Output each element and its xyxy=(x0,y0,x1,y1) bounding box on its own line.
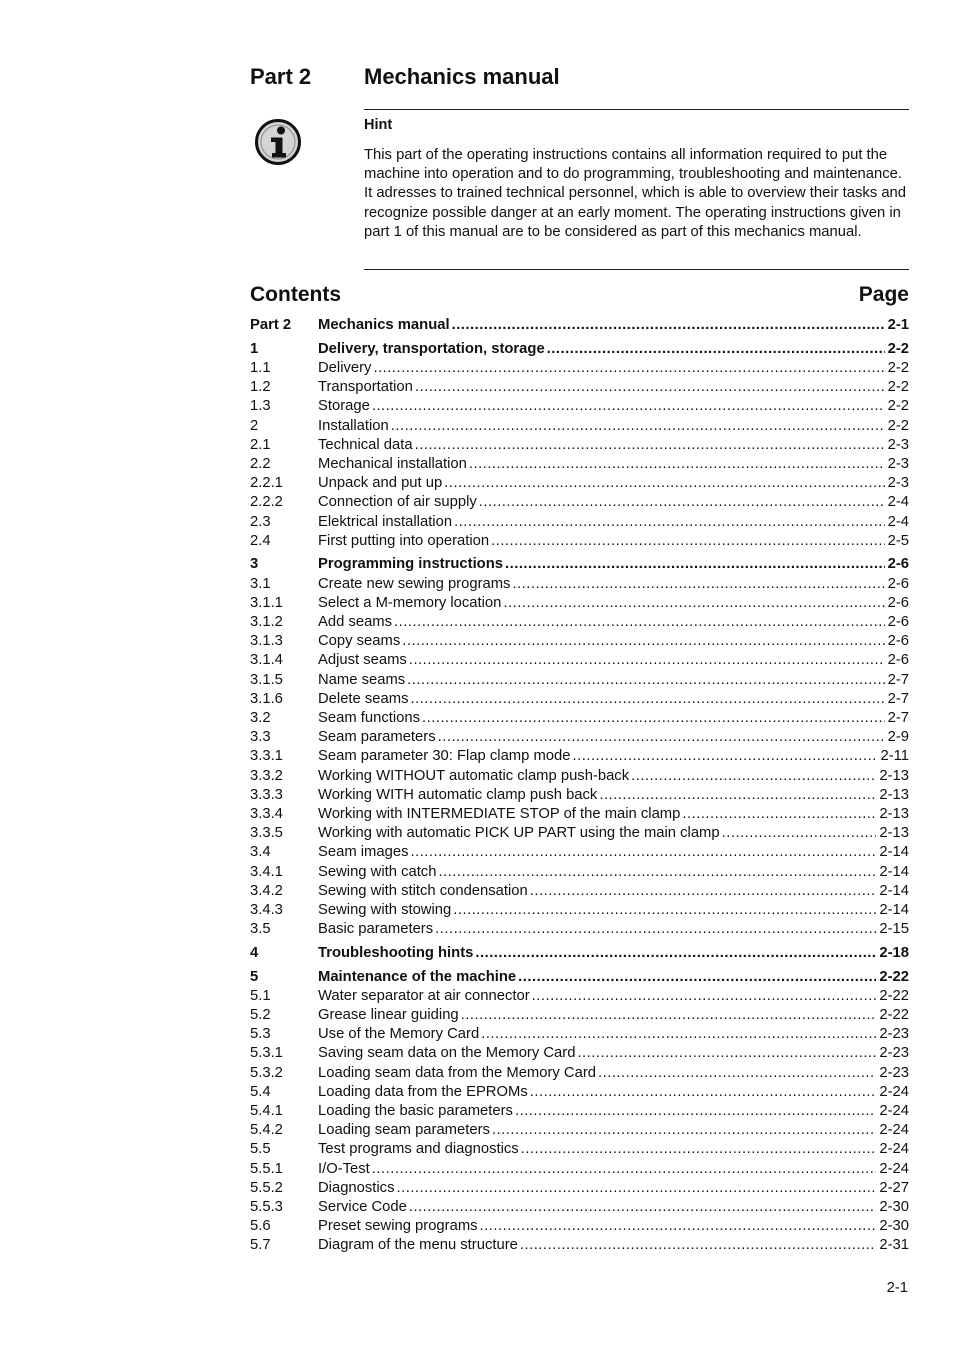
toc-number: 5.5.2 xyxy=(250,1179,283,1196)
toc-page: 2-7 xyxy=(887,690,909,707)
toc-page: 2-24 xyxy=(879,1083,909,1100)
toc-number: 5.2 xyxy=(250,1007,271,1023)
toc-entry xyxy=(318,417,909,436)
toc-number: 5.5.1 xyxy=(250,1160,283,1177)
toc-title: Seam functions xyxy=(318,710,420,726)
toc-leader xyxy=(410,690,884,709)
toc-title: Loading seam parameters xyxy=(318,1122,490,1139)
toc-row xyxy=(250,1064,909,1083)
toc-leader xyxy=(722,824,877,843)
toc-entry xyxy=(318,493,909,512)
toc-entry xyxy=(318,843,909,862)
toc-row xyxy=(250,805,909,824)
toc-page: 2-5 xyxy=(887,532,909,549)
toc-number: 1.2 xyxy=(250,379,271,396)
toc-title: Maintenance of the machine xyxy=(318,968,517,985)
toc-title: Loading the basic parameters xyxy=(318,1103,513,1119)
toc-number: 3 xyxy=(250,556,259,573)
toc-entry xyxy=(318,1160,909,1179)
toc-page: 2-18 xyxy=(879,944,909,961)
toc-row xyxy=(250,316,909,335)
toc-title: Programming instructions xyxy=(318,556,503,573)
toc-entry xyxy=(318,690,909,709)
toc-leader xyxy=(409,1198,877,1217)
toc-row xyxy=(250,968,909,987)
toc-entry xyxy=(318,805,909,824)
toc-title: Water separator at air connector xyxy=(318,987,530,1004)
toc-page: 2-13 xyxy=(879,825,909,842)
toc-entry xyxy=(318,1217,909,1236)
toc-row xyxy=(250,944,909,963)
toc-number: 2.4 xyxy=(250,532,271,549)
toc-entry xyxy=(318,455,909,474)
toc-title: Delivery, transportation, storage xyxy=(318,340,545,357)
toc-title: Loading seam data from the Memory Card xyxy=(318,1064,596,1081)
toc-page: 2-3 xyxy=(887,455,909,472)
toc-leader xyxy=(530,882,877,901)
toc-number: 3.1.1 xyxy=(250,594,283,611)
toc-entry xyxy=(318,709,909,728)
toc-title: Sewing with catch xyxy=(318,863,437,880)
toc-page: 2-6 xyxy=(887,614,909,630)
toc-row xyxy=(250,747,909,766)
toc-title: Technical data xyxy=(318,436,413,453)
toc-page: 2-4 xyxy=(887,494,909,511)
toc-leader xyxy=(469,455,885,474)
toc-row xyxy=(250,613,909,632)
toc-row xyxy=(250,1198,909,1217)
toc-row xyxy=(250,824,909,843)
toc-leader xyxy=(422,709,885,728)
page-number: 2-1 xyxy=(886,1280,908,1296)
toc-leader xyxy=(438,863,876,882)
toc-row xyxy=(250,1083,909,1102)
toc-entry xyxy=(318,555,909,574)
toc-title: Delivery xyxy=(318,359,372,376)
toc-page: 2-13 xyxy=(879,786,909,803)
page-heading: Page xyxy=(858,283,909,306)
toc-leader xyxy=(491,532,885,551)
toc-leader xyxy=(391,417,885,436)
hint-text: This part of the operating instructions contains all information required to put the machine into operation and to do programming, troubleshooting and maintenance. It adresses to trained technical personnel, which is able to overview their tasks and recognize possible danger at an early moment. The operating instructions given in part 1 of this manual are to be considered as part of this mechanics manual. xyxy=(364,147,907,240)
toc-page: 2-30 xyxy=(879,1199,909,1215)
toc-entry xyxy=(318,968,909,987)
toc-page: 2-7 xyxy=(887,671,909,688)
toc-row xyxy=(250,1121,909,1140)
toc-row xyxy=(250,709,909,728)
toc-row xyxy=(250,690,909,709)
toc-number: 2.2.2 xyxy=(250,494,283,511)
toc-entry xyxy=(318,747,909,766)
toc-number: 5.1 xyxy=(250,987,271,1004)
toc-row xyxy=(250,340,909,359)
toc-row xyxy=(250,728,909,747)
toc-number: 2.3 xyxy=(250,513,271,530)
info-icon xyxy=(254,118,302,166)
toc-number: 2 xyxy=(250,417,259,434)
toc-row xyxy=(250,920,909,939)
toc-entry xyxy=(318,901,909,920)
toc-leader xyxy=(573,747,878,766)
toc-row xyxy=(250,786,909,805)
toc-leader xyxy=(492,1121,876,1140)
toc-title: Seam images xyxy=(318,844,409,861)
toc-leader xyxy=(372,397,885,416)
toc-leader xyxy=(631,767,876,786)
toc-page: 2-2 xyxy=(887,417,909,434)
toc-leader xyxy=(530,1083,877,1102)
toc-number: 5.5 xyxy=(250,1141,271,1158)
toc-entry xyxy=(318,786,909,805)
toc-row xyxy=(250,455,909,474)
toc-row xyxy=(250,651,909,670)
toc-title: Elektrical installation xyxy=(318,513,453,530)
toc-row xyxy=(250,417,909,436)
toc-row xyxy=(250,1140,909,1159)
toc-row xyxy=(250,378,909,397)
toc-row xyxy=(250,1006,909,1025)
toc-entry xyxy=(318,824,909,843)
toc-number: 3.3.3 xyxy=(250,786,283,803)
toc-page: 2-15 xyxy=(879,921,909,938)
toc-number: 3.1.6 xyxy=(250,690,283,707)
toc-number: 3.1 xyxy=(250,575,271,592)
toc-leader xyxy=(407,671,884,690)
toc-number: 2.1 xyxy=(250,436,271,453)
toc-row xyxy=(250,359,909,378)
toc-number: 3.1.5 xyxy=(250,671,283,688)
toc-title: Grease linear guiding xyxy=(318,1007,459,1023)
toc-number: 3.3.1 xyxy=(250,748,283,765)
toc-title: Seam parameters xyxy=(318,729,436,746)
toc-page: 2-11 xyxy=(880,748,909,765)
toc-page: 2-3 xyxy=(887,436,909,453)
toc-title: Storage xyxy=(318,398,370,415)
toc-title: Connection of air supply xyxy=(318,494,477,511)
toc-leader xyxy=(438,728,885,747)
toc-leader xyxy=(373,359,884,378)
toc-page: 2-22 xyxy=(879,987,909,1004)
toc-entry xyxy=(318,863,909,882)
toc-entry xyxy=(318,651,909,670)
toc-page: 2-14 xyxy=(879,902,909,918)
toc-entry xyxy=(318,316,909,335)
toc-title: Working with automatic PICK UP PART using the main clamp xyxy=(318,825,720,842)
toc-page: 2-31 xyxy=(879,1237,909,1254)
toc-number: 5.3 xyxy=(250,1026,271,1043)
toc-page: 2-23 xyxy=(879,1064,909,1081)
toc-row xyxy=(250,863,909,882)
toc-page: 2-23 xyxy=(879,1045,909,1062)
toc-row xyxy=(250,1179,909,1198)
toc-title: Preset sewing programs xyxy=(318,1218,478,1235)
toc-entry xyxy=(318,1121,909,1140)
toc-page: 2-1 xyxy=(887,317,909,333)
toc-entry xyxy=(318,378,909,397)
toc-leader xyxy=(598,1064,876,1083)
toc-leader xyxy=(396,1179,876,1198)
toc-number: Part 2 xyxy=(250,317,292,333)
toc-number: 3.1.3 xyxy=(250,633,283,650)
toc-page: 2-13 xyxy=(879,767,909,784)
toc-title: Sewing with stitch condensation xyxy=(318,882,528,899)
toc-leader xyxy=(454,513,885,532)
toc-leader xyxy=(532,987,877,1006)
toc-leader xyxy=(415,378,885,397)
toc-leader xyxy=(599,786,876,805)
toc-page: 2-23 xyxy=(879,1026,909,1043)
toc-row xyxy=(250,632,909,651)
divider-bottom xyxy=(364,269,909,270)
toc-leader xyxy=(480,1217,877,1236)
toc-title: Diagram of the menu structure xyxy=(318,1237,518,1254)
toc-leader xyxy=(505,555,885,574)
toc-entry xyxy=(318,1236,909,1255)
hint-title: Hint xyxy=(364,117,393,133)
toc-row xyxy=(250,555,909,574)
toc-title: Name seams xyxy=(318,671,406,688)
toc-number: 3.1.2 xyxy=(250,614,283,630)
toc-title: Add seams xyxy=(318,614,393,630)
contents-header xyxy=(250,283,909,309)
toc-title: Saving seam data on the Memory Card xyxy=(318,1045,576,1062)
toc-page: 2-6 xyxy=(887,556,909,573)
toc-page: 2-24 xyxy=(879,1122,909,1139)
toc-title: Delete seams xyxy=(318,690,409,707)
toc-entry xyxy=(318,767,909,786)
toc-page: 2-2 xyxy=(887,340,909,357)
toc-page: 2-6 xyxy=(887,652,909,669)
toc-title: Loading data from the EPROMs xyxy=(318,1083,528,1100)
toc-title: Adjust seams xyxy=(318,652,407,669)
toc-number: 3.4 xyxy=(250,844,271,861)
toc-leader xyxy=(481,1025,876,1044)
toc-row xyxy=(250,493,909,512)
toc-number: 1 xyxy=(250,340,259,357)
toc-title: Use of the Memory Card xyxy=(318,1026,480,1043)
toc-title: Working WITH automatic clamp push back xyxy=(318,786,598,803)
toc-entry xyxy=(318,575,909,594)
toc-leader xyxy=(453,901,876,920)
toc-entry xyxy=(318,728,909,747)
toc-number: 5 xyxy=(250,968,259,985)
toc-leader xyxy=(521,1140,877,1159)
toc-entry xyxy=(318,920,909,939)
toc-leader xyxy=(682,805,876,824)
contents-heading: Contents xyxy=(250,283,341,306)
toc-leader xyxy=(409,651,885,670)
toc-number: 3.4.1 xyxy=(250,863,283,880)
toc-number: 3.3.5 xyxy=(250,825,283,842)
toc-row xyxy=(250,1217,909,1236)
toc-row xyxy=(250,532,909,551)
toc-entry xyxy=(318,671,909,690)
toc-page: 2-2 xyxy=(887,398,909,415)
toc-number: 5.6 xyxy=(250,1218,271,1235)
toc-row xyxy=(250,901,909,920)
toc-page: 2-24 xyxy=(879,1160,909,1177)
toc-leader xyxy=(577,1044,876,1063)
toc-title: Select a M-memory location xyxy=(318,594,502,611)
toc-leader xyxy=(503,594,884,613)
toc-number: 5.7 xyxy=(250,1237,271,1254)
toc-number: 1.3 xyxy=(250,398,271,415)
toc-title: Troubleshooting hints xyxy=(318,944,474,961)
toc-number: 5.3.1 xyxy=(250,1045,283,1062)
toc-number: 1.1 xyxy=(250,359,271,376)
toc-number: 3.4.2 xyxy=(250,882,283,899)
toc-leader xyxy=(402,632,884,651)
toc-title: Unpack and put up xyxy=(318,475,443,492)
toc-leader xyxy=(479,493,885,512)
divider-top xyxy=(364,109,909,110)
toc-page: 2-14 xyxy=(879,863,909,880)
toc-leader xyxy=(394,613,885,632)
toc-title: Seam parameter 30: Flap clamp mode xyxy=(318,748,571,765)
toc-row xyxy=(250,1160,909,1179)
toc-number: 3.3.4 xyxy=(250,806,283,822)
toc-entry xyxy=(318,1083,909,1102)
toc-entry xyxy=(318,632,909,651)
toc-page: 2-22 xyxy=(879,1007,909,1023)
toc-title: Basic parameters xyxy=(318,921,434,938)
toc-entry xyxy=(318,513,909,532)
toc-page: 2-6 xyxy=(887,594,909,611)
toc-entry xyxy=(318,613,909,632)
toc-entry xyxy=(318,474,909,493)
toc-number: 3.4.3 xyxy=(250,902,283,918)
toc-title: Mechanics manual xyxy=(318,317,450,333)
toc-row xyxy=(250,987,909,1006)
toc-row xyxy=(250,1025,909,1044)
toc-title: Service Code xyxy=(318,1199,407,1215)
toc-row xyxy=(250,843,909,862)
toc-title: I/O-Test xyxy=(318,1160,370,1177)
toc-row xyxy=(250,767,909,786)
toc-row xyxy=(250,436,909,455)
toc-page: 2-14 xyxy=(879,882,909,899)
toc-title: Copy seams xyxy=(318,633,401,650)
toc-leader xyxy=(461,1006,877,1025)
toc-row xyxy=(250,671,909,690)
toc-number: 5.4.2 xyxy=(250,1122,283,1139)
toc-number: 2.2.1 xyxy=(250,475,283,492)
toc-title: Diagnostics xyxy=(318,1179,395,1196)
toc-row xyxy=(250,575,909,594)
toc-entry xyxy=(318,944,909,963)
toc-number: 5.4 xyxy=(250,1083,271,1100)
toc-page: 2-13 xyxy=(879,806,909,822)
toc-leader xyxy=(415,436,885,455)
part-number: Part 2 xyxy=(250,64,312,89)
toc-page: 2-4 xyxy=(887,513,909,530)
toc-title: Mechanical installation xyxy=(318,455,467,472)
toc-row xyxy=(250,594,909,613)
toc-entry xyxy=(318,1179,909,1198)
toc-page: 2-24 xyxy=(879,1141,909,1158)
toc-entry xyxy=(318,1102,909,1121)
toc-title: Transportation xyxy=(318,379,413,396)
toc-entry xyxy=(318,397,909,416)
toc-leader xyxy=(518,968,876,987)
toc-entry xyxy=(318,436,909,455)
toc-entry xyxy=(318,340,909,359)
toc-row xyxy=(250,1236,909,1255)
toc-entry xyxy=(318,1064,909,1083)
toc-entry xyxy=(318,594,909,613)
toc-number: 5.5.3 xyxy=(250,1199,283,1215)
toc-title: Installation xyxy=(318,417,389,434)
toc-entry xyxy=(318,987,909,1006)
toc-leader xyxy=(372,1160,877,1179)
toc-entry xyxy=(318,532,909,551)
toc-leader xyxy=(520,1236,877,1255)
toc-entry xyxy=(318,1198,909,1217)
toc-page: 2-6 xyxy=(887,575,909,592)
toc-number: 3.1.4 xyxy=(250,652,283,669)
toc-title: Sewing with stowing xyxy=(318,902,452,918)
toc-leader xyxy=(444,474,884,493)
toc-row xyxy=(250,1044,909,1063)
toc-leader xyxy=(410,843,876,862)
toc-leader xyxy=(452,316,885,335)
toc-page: 2-30 xyxy=(879,1218,909,1235)
toc-leader xyxy=(435,920,876,939)
toc-page: 2-22 xyxy=(879,968,909,985)
toc-leader xyxy=(515,1102,876,1121)
toc-number: 4 xyxy=(250,944,259,961)
toc-title: Create new sewing programs xyxy=(318,575,511,592)
toc-row xyxy=(250,397,909,416)
toc-page: 2-3 xyxy=(887,475,909,492)
toc-entry xyxy=(318,1006,909,1025)
toc-number: 3.5 xyxy=(250,921,271,938)
toc-title: Working WITHOUT automatic clamp push-back xyxy=(318,767,630,784)
part-title: Mechanics manual xyxy=(364,64,560,89)
toc-entry xyxy=(318,359,909,378)
toc-leader xyxy=(547,340,885,359)
toc-page: 2-27 xyxy=(879,1179,909,1196)
toc-number: 3.2 xyxy=(250,710,271,726)
toc-title: Working with INTERMEDIATE STOP of the main clamp xyxy=(318,806,681,822)
toc-number: 2.2 xyxy=(250,455,271,472)
toc-entry xyxy=(318,1044,909,1063)
toc-page: 2-2 xyxy=(887,359,909,376)
toc-row xyxy=(250,1102,909,1121)
toc-page: 2-9 xyxy=(887,729,909,746)
toc-number: 5.4.1 xyxy=(250,1103,283,1119)
toc-page: 2-14 xyxy=(879,844,909,861)
toc-page: 2-24 xyxy=(879,1103,909,1119)
toc-page: 2-2 xyxy=(887,379,909,396)
toc-leader xyxy=(512,575,884,594)
toc-page: 2-6 xyxy=(887,633,909,650)
toc-number: 3.3 xyxy=(250,729,271,746)
toc-number: 3.3.2 xyxy=(250,767,283,784)
toc-title: First putting into operation xyxy=(318,532,490,549)
toc-entry xyxy=(318,1140,909,1159)
toc-leader xyxy=(475,944,876,963)
toc-entry xyxy=(318,1025,909,1044)
toc-row xyxy=(250,882,909,901)
toc-entry xyxy=(318,882,909,901)
toc-page: 2-7 xyxy=(887,710,909,726)
toc-title: Test programs and diagnostics xyxy=(318,1141,519,1158)
toc-row xyxy=(250,513,909,532)
toc-row xyxy=(250,474,909,493)
toc-number: 5.3.2 xyxy=(250,1064,283,1081)
